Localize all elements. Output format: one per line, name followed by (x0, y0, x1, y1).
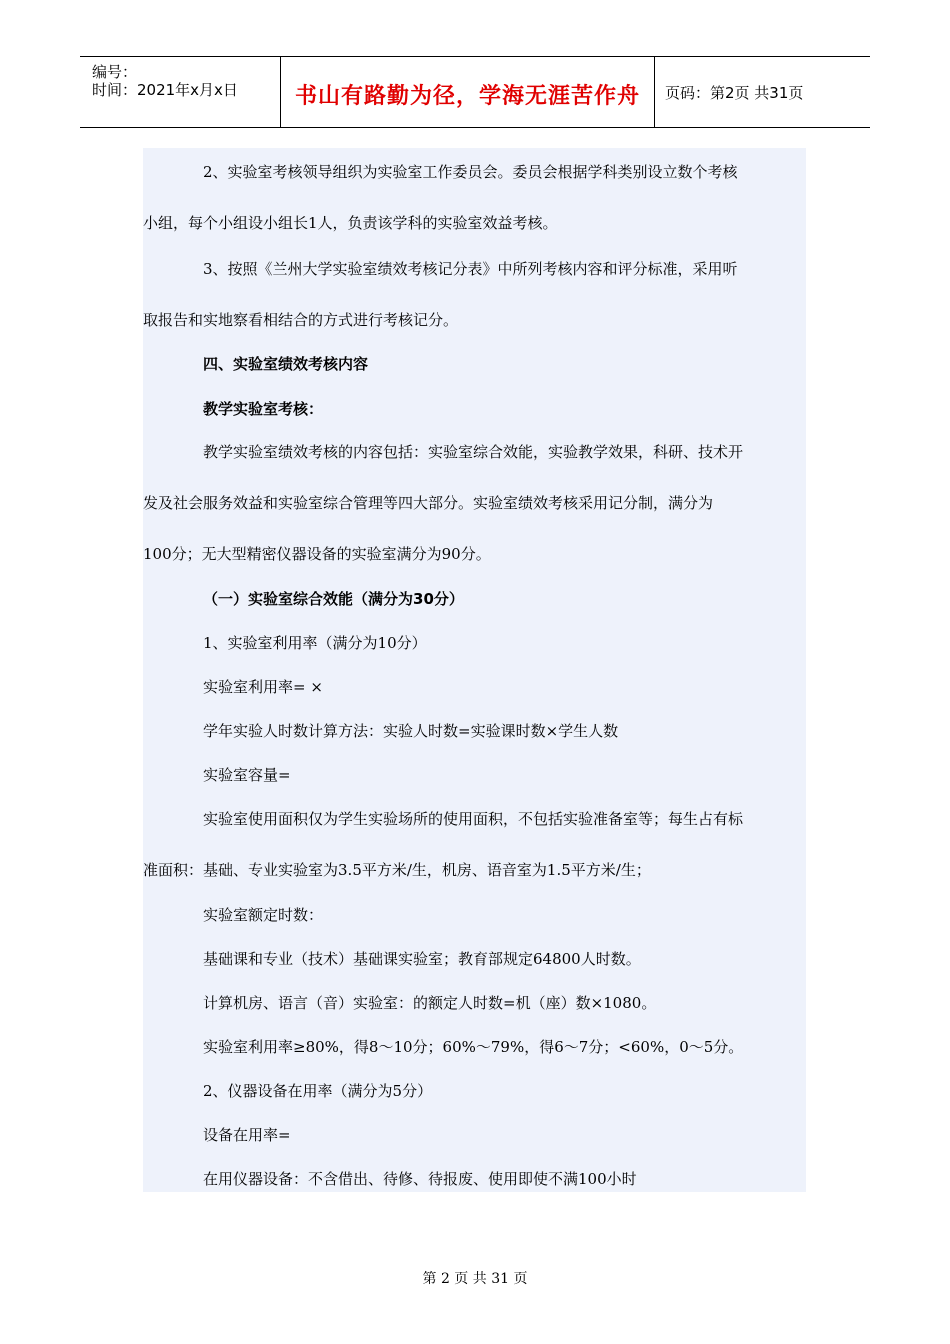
header-page-info: 页码：第2页 共31页 (665, 84, 804, 102)
document-time-label: 时间：2021年x月x日 (92, 81, 238, 99)
document-body (143, 148, 806, 1192)
body-line: 准面积：基础、专业实验室为3.5平方米/生，机房、语音室为1.5平方米/生； (143, 861, 651, 879)
section-heading: 四、实验室绩效考核内容 (203, 355, 369, 373)
body-line: 教学实验室绩效考核的内容包括：实验室综合效能，实验教学效果，科研、技术开 (203, 443, 744, 461)
body-line: 1、实验室利用率（满分为10分） (203, 634, 427, 652)
document-code-label: 编号： (92, 63, 138, 81)
body-line: 计算机房、语言（音）实验室：的额定人时数=机（座）数×1080。 (203, 994, 657, 1012)
body-line: 2、实验室考核领导组织为实验室工作委员会。委员会根据学科类别设立数个考核 (203, 163, 738, 181)
body-line: 发及社会服务效益和实验室综合管理等四大部分。实验室绩效考核采用记分制，满分为 (143, 494, 714, 512)
header-motto-cell (281, 57, 655, 127)
formula-line: 实验室利用率= × (203, 678, 323, 696)
body-line: 取报告和实地察看相结合的方式进行考核记分。 (143, 311, 459, 329)
subsection-heading: 教学实验室考核： (203, 400, 324, 418)
formula-line: 设备在用率= (203, 1126, 291, 1144)
body-line: 基础课和专业（技术）基础课实验室；教育部规定64800人时数。 (203, 950, 641, 968)
header-motto: 书山有路勤为径，学海无涯苦作舟 (294, 84, 640, 109)
body-line: 100分；无大型精密仪器设备的实验室满分为90分。 (143, 545, 491, 563)
body-line: 学年实验人时数计算方法：实验人时数=实验课时数×学生人数 (203, 722, 619, 740)
formula-line: 实验室容量= (203, 766, 291, 784)
body-line: 在用仪器设备：不含借出、待修、待报废、使用即使不满100小时 (203, 1170, 637, 1188)
body-line: 实验室使用面积仅为学生实验场所的使用面积，不包括实验准备室等；每生占有标 (203, 810, 744, 828)
body-line: 实验室利用率≥80%，得8～10分；60%～79%，得6～7分；<60%，0～5分。 (203, 1038, 744, 1056)
header-meta-cell (80, 57, 281, 127)
body-line: 实验室额定时数： (203, 906, 324, 924)
body-line: 3、按照《兰州大学实验室绩效考核记分表》中所列考核内容和评分标准，采用听 (203, 260, 738, 278)
subsection-heading: （一）实验室综合效能（满分为30分） (203, 590, 464, 608)
body-line: 小组，每个小组设小组长1人，负责该学科的实验室效益考核。 (143, 214, 558, 232)
page-footer: 第 2 页 共 31 页 (422, 1271, 528, 1287)
header-page-cell (655, 57, 870, 127)
page-header (80, 56, 870, 128)
body-line: 2、仪器设备在用率（满分为5分） (203, 1082, 433, 1100)
